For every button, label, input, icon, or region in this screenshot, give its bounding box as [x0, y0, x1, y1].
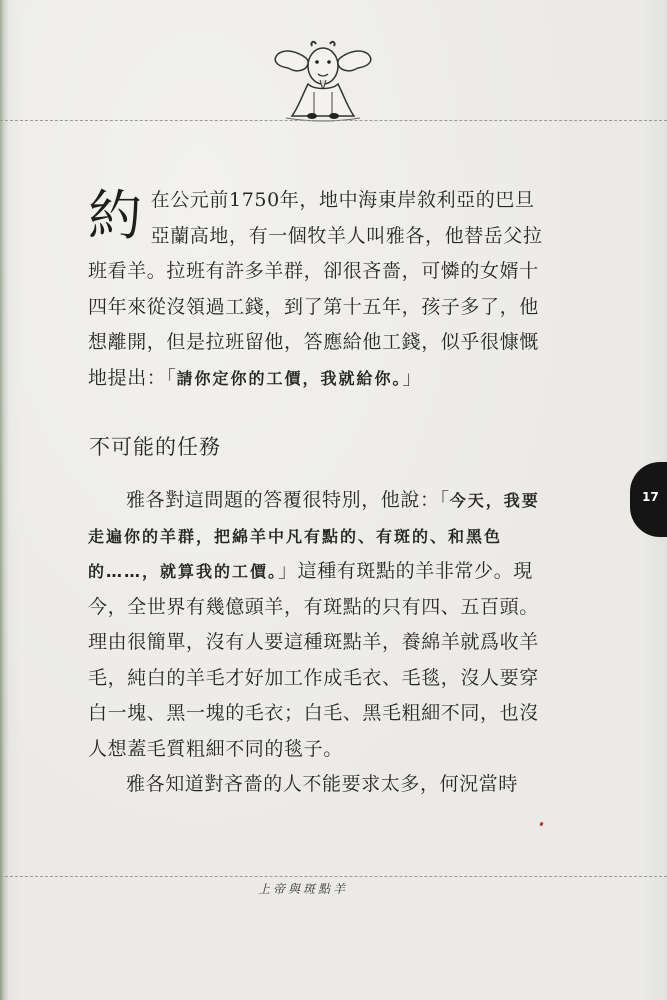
- paragraph: 雅各知道對吝嗇的人不能要求太多，何況當時: [126, 773, 519, 795]
- jacob-quote: 今天，我要走遍你的羊群，把綿羊中凡有點的、有斑的、和黑色的……，就算我的工價。: [88, 491, 540, 581]
- section-heading: 不可能的任務: [89, 435, 221, 459]
- paragraph: [88, 483, 548, 767]
- body-text: [88, 483, 548, 803]
- intro-quote: 請你定你的工價，我就給你。: [176, 368, 403, 388]
- intro-text: 在公元前1750年，地中海東岸敘利亞的巴旦亞蘭高地，有一個牧羊人叫雅各，他替岳父拉班看羊。拉班有許多羊群，卻很吝嗇，可憐的女婿十四年來從沒領過工錢，到了第十五年，孩子多了，他想離開，但是拉班留他，答應給他工錢，似乎很慷慨地提出：「: [88, 189, 543, 389]
- page-number: 17: [642, 490, 659, 504]
- red-speck: [539, 822, 543, 827]
- paragraph-lead: 雅各對這問題的答覆很特別，他說：「: [126, 489, 450, 511]
- running-footer-title: 上帝與斑點羊: [258, 882, 349, 896]
- intro-close: 」: [402, 366, 423, 389]
- drop-cap: 約: [88, 184, 143, 247]
- paragraph-rest: 」這種有斑點的羊非常少。現今，全世界有幾億頭羊，有斑點的只有四、五百頭。理由很簡單，沒有人要這種斑點羊，養綿羊就爲收羊毛，純白的羊毛才好加工作成毛衣、毛毯，沒人要穿白一塊、黑一塊的毛衣；白毛、黑毛粗細不同，也沒人想蓋毛質粗細不同的毯子。: [88, 560, 539, 760]
- goat-illustration-icon: [268, 40, 378, 124]
- intro-paragraph: [88, 183, 548, 396]
- footer-divider: [0, 876, 667, 877]
- header-divider: [0, 120, 667, 121]
